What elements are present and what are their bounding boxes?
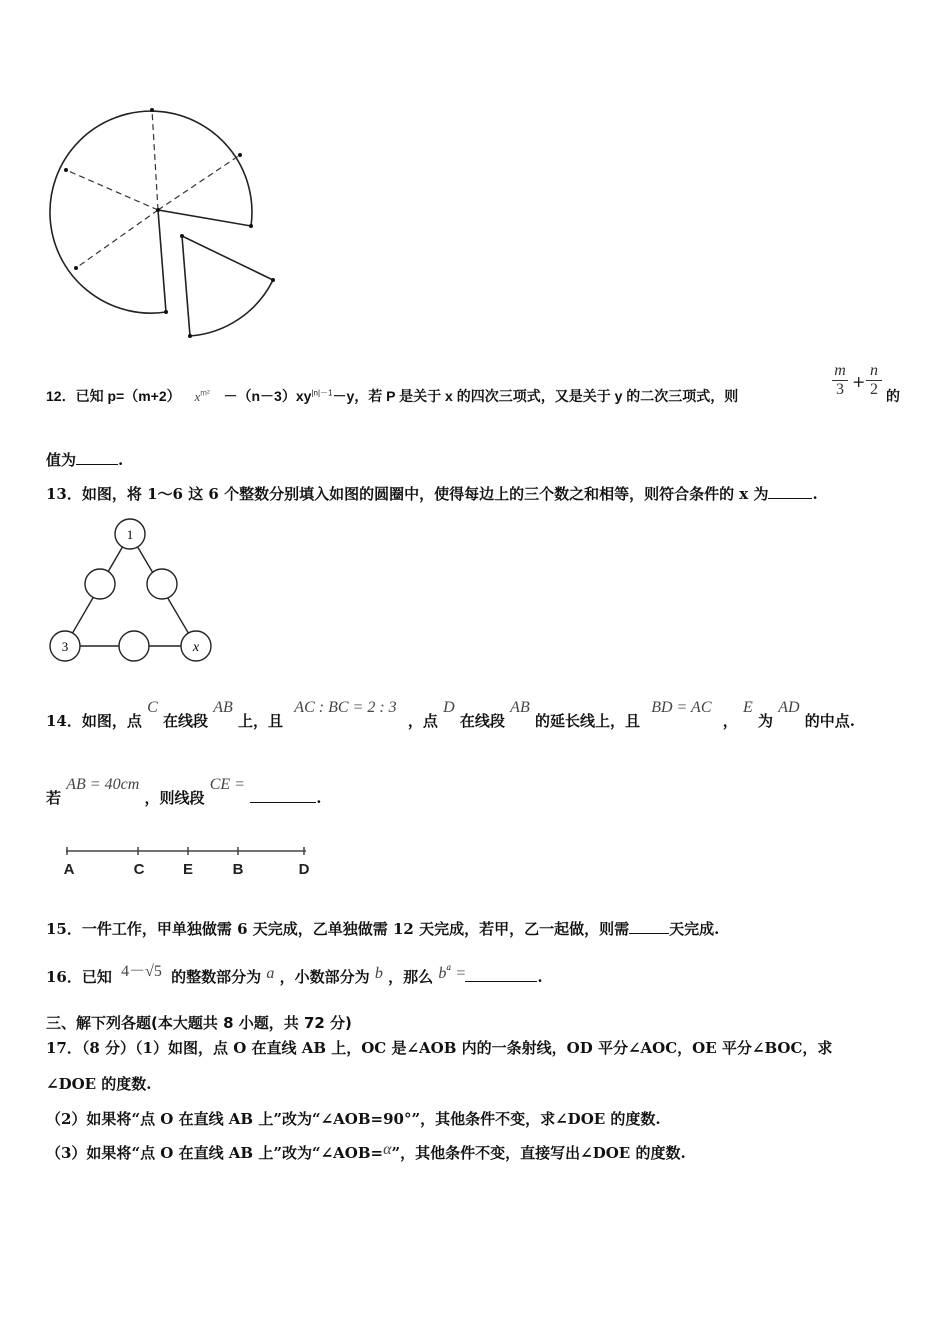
point-c: C [147, 699, 158, 716]
q16-text: 16．已知 4－√5 的整数部分为 a ，小数部分为 b ，那么 $b^a$ = . [46, 963, 543, 986]
q17-line3: （2）如果将“点 O 在直线 AB 上”改为“∠AOB=90°”，其他条件不变，求∠DOE 的度数. [46, 1110, 661, 1128]
point-e-label: E [182, 861, 194, 878]
q17-line2: ∠DOE 的度数. [46, 1075, 152, 1093]
point-b-label: B [232, 861, 244, 878]
circle-left-label: 3 [61, 639, 69, 654]
q17-line1: 17．（8 分）（1）如图，点 O 在直线 AB 上，OC 是∠AOB 内的一条射线，OD 平分∠AOC，OE 平分∠BOC，求 [46, 1039, 833, 1057]
q15-text: 15．一件工作，甲单独做需 6 天完成，乙单独做需 12 天完成，若甲，乙一起做，则需 天完成. [46, 920, 720, 938]
plus-sign: + [852, 372, 866, 391]
sqrt-expr: 4－√5 [121, 963, 162, 980]
fraction-n-2: $\frac{n}{2}$ [866, 362, 882, 399]
q14-line2: 若 AB = 40cm ，则线段 CE = . [46, 776, 322, 807]
q17-line4: （3）如果将“点 O 在直线 AB 上”改为“∠AOB=α”，其他条件不变，直接写出∠DOE 的度数. [46, 1141, 686, 1162]
section-title: 三、解下列各题(本大题共 8 小题，共 72 分) [46, 1014, 352, 1032]
answer-blank[interactable] [465, 969, 537, 982]
point-a-label: A [63, 861, 75, 878]
q12-line1: 12．已知 p=（m+2） $x^{m^2} -(n-3)xy^{|n|-1}-y$，若 P 是关于 x 的四次三项式，又是关于 y 的二次三项式，则 [46, 388, 739, 404]
circle-right-label: x [192, 640, 200, 655]
ratio-expr: AC : BC = 2 : 3 [294, 699, 397, 716]
answer-blank[interactable] [629, 921, 669, 934]
q12-line2: 值为 . [46, 451, 124, 469]
x-var: x [194, 389, 201, 404]
circle-top-label: 1 [126, 527, 134, 542]
point-d-label: D [298, 861, 310, 878]
q12-tail: 的 [886, 389, 900, 405]
alpha-symbol: α [383, 1141, 392, 1158]
q14-line1: 14．如图，点 C 在线段 AB 上，且 AC : BC = 2 : 3 ，点 D 在线段 AB 的延长线上，且 BD = AC ， E 为 AD 的中点. [46, 699, 856, 730]
q13-text: 13．如图，将 1～6 这 6 个整数分别填入如图的圆圈中，使得每边上的三个数之和相等，则符合条件的 x 为 . [46, 485, 818, 503]
fraction-m-3: $\frac{m}{3}$ [832, 362, 848, 399]
point-c-label: C [133, 861, 145, 878]
